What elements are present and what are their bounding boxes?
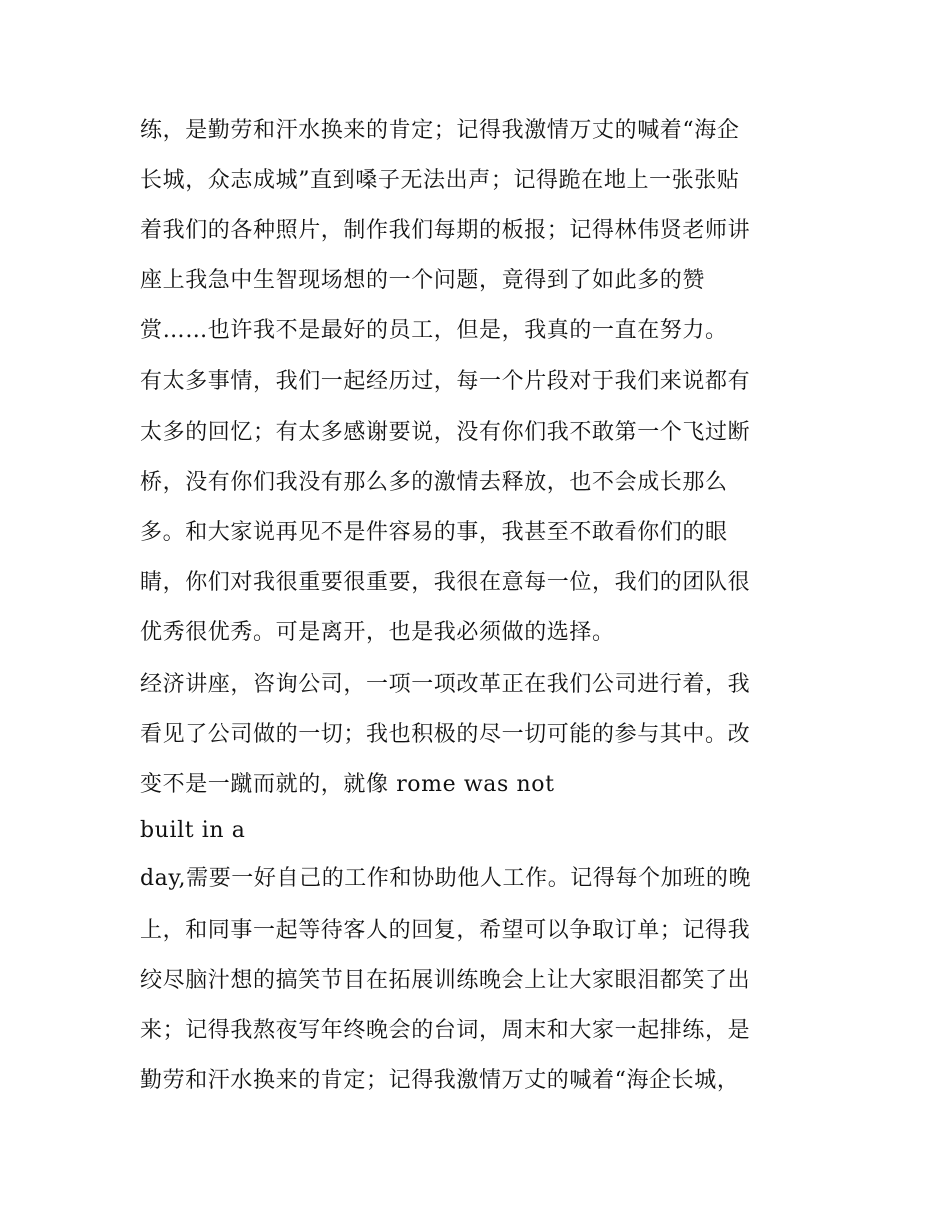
text-line: 经济讲座，咨询公司，一项一项改革正在我们公司进行着，我	[140, 672, 751, 697]
text-line: 看见了公司做的一切；我也积极的尽一切可能的参与其中。改	[140, 722, 751, 747]
text-line: built in a	[140, 818, 246, 843]
text-line: 优秀很优秀。可是离开，也是我必须做的选择。	[140, 620, 615, 645]
text-line: 有太多事情，我们一起经历过，每一个片段对于我们来说都有	[140, 369, 751, 394]
text-line: day,需要一好自己的工作和协助他人工作。记得每个加班的晚	[140, 866, 752, 891]
text-line: 来；记得我熬夜写年终晚会的台词，周末和大家一起排练，是	[140, 1018, 751, 1043]
text-line: 绞尽脑汁想的搞笑节目在拓展训练晚会上让大家眼泪都笑了出	[140, 968, 751, 993]
text-line: 太多的回忆；有太多感谢要说，没有你们我不敢第一个飞过断	[140, 420, 751, 445]
text-line: 多。和大家说再见不是件容易的事，我甚至不敢看你们的眼	[140, 520, 728, 545]
text-line: 练，是勤劳和汗水换来的肯定；记得我激情万丈的喊着“海企	[140, 118, 740, 143]
text-line: 长城，众志成城”直到嗓子无法出声；记得跪在地上一张张贴	[140, 168, 740, 193]
text-line: 赏……也许我不是最好的员工，但是，我真的一直在努力。	[140, 318, 728, 343]
text-line: 桥，没有你们我没有那么多的激情去释放，也不会成长那么	[140, 470, 728, 495]
text-line: 上，和同事一起等待客人的回复，希望可以争取订单；记得我	[140, 918, 751, 943]
text-line: 着我们的各种照片，制作我们每期的板报；记得林伟贤老师讲	[140, 218, 751, 243]
text-line: 勤劳和汗水换来的肯定；记得我激情万丈的喊着“海企长城，	[140, 1068, 740, 1093]
text-line: 睛，你们对我很重要很重要，我很在意每一位，我们的团队很	[140, 570, 751, 595]
text-line: 变不是一蹴而就的，就像 rome was not	[140, 772, 555, 797]
text-line: 座上我急中生智现场想的一个问题，竟得到了如此多的赞	[140, 268, 706, 293]
